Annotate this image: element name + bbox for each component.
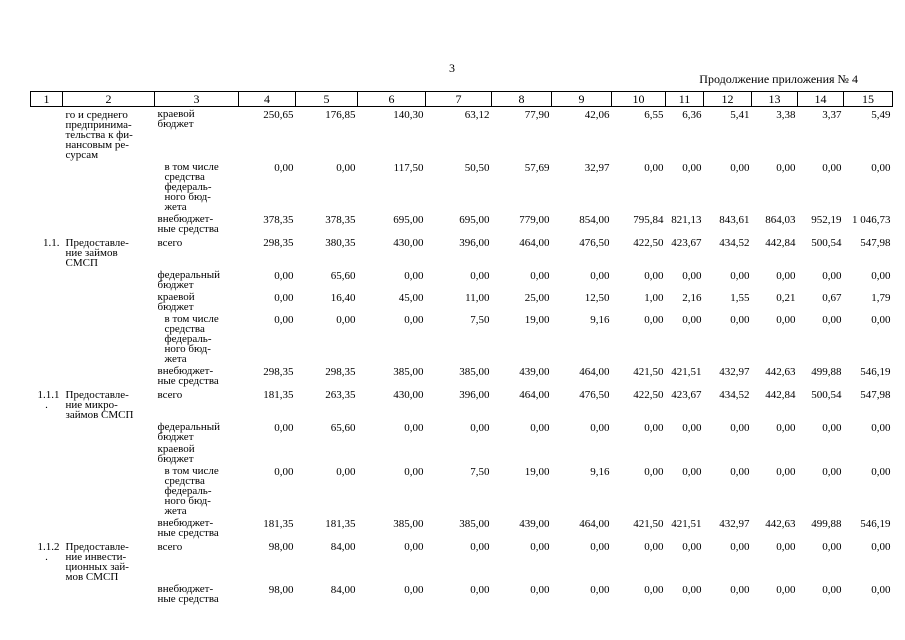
value-cell: 476,50 <box>579 389 610 401</box>
value-cell: 396,00 <box>459 389 490 401</box>
value-cell: 98,00 <box>268 541 294 553</box>
value-cell: 25,00 <box>524 292 550 304</box>
table-row <box>31 420 893 442</box>
value-cell <box>844 442 893 464</box>
value-cell: 250,65 <box>263 109 294 121</box>
value-cell: 0,00 <box>530 270 550 282</box>
column-header: 6 <box>358 92 426 107</box>
value-cell: 0,00 <box>776 314 796 326</box>
value-cell: 298,35 <box>325 366 356 378</box>
value-cell: 0,00 <box>682 162 702 174</box>
value-cell: 423,67 <box>671 389 702 401</box>
table-row <box>31 290 893 312</box>
measure-name <box>63 312 155 364</box>
measure-name <box>63 160 155 212</box>
funding-source: в том числе средства федераль- ного бюд- жета <box>164 313 219 365</box>
value-cell: 0,00 <box>644 162 664 174</box>
value-cell: 0,21 <box>776 292 796 304</box>
value-cell: 0,00 <box>730 541 750 553</box>
value-cell: 952,19 <box>811 214 842 226</box>
value-cell: 263,35 <box>325 389 356 401</box>
value-cell: 0,00 <box>776 422 796 434</box>
value-cell: 3,38 <box>776 109 796 121</box>
value-cell: 0,00 <box>822 541 842 553</box>
value-cell: 0,00 <box>404 422 424 434</box>
row-code <box>31 312 63 364</box>
row-code <box>31 268 63 290</box>
value-cell: 1,55 <box>730 292 750 304</box>
budget-table <box>30 91 893 604</box>
value-cell: 432,97 <box>719 518 750 530</box>
value-cell <box>752 442 798 464</box>
row-code <box>31 364 63 386</box>
value-cell: 421,50 <box>633 366 664 378</box>
row-code <box>31 160 63 212</box>
column-header: 10 <box>612 92 666 107</box>
value-cell: 0,00 <box>404 466 424 478</box>
value-cell: 0,00 <box>644 541 664 553</box>
value-cell: 442,63 <box>765 518 796 530</box>
column-header: 2 <box>63 92 155 107</box>
value-cell: 0,00 <box>470 584 490 596</box>
funding-source: в том числе средства федераль- ного бюд- жета <box>164 465 219 517</box>
value-cell: 396,00 <box>459 237 490 249</box>
value-cell: 0,00 <box>644 584 664 596</box>
table-row <box>31 538 893 582</box>
value-cell: 0,67 <box>822 292 842 304</box>
value-cell <box>666 442 704 464</box>
measure-name <box>63 516 155 538</box>
row-code <box>31 516 63 538</box>
value-cell <box>552 442 612 464</box>
value-cell: 476,50 <box>579 237 610 249</box>
value-cell: 795,84 <box>633 214 664 226</box>
value-cell: 380,35 <box>325 237 356 249</box>
value-cell: 695,00 <box>459 214 490 226</box>
value-cell: 442,63 <box>765 366 796 378</box>
value-cell: 378,35 <box>263 214 294 226</box>
measure-name <box>63 464 155 516</box>
value-cell: 0,00 <box>871 314 891 326</box>
value-cell: 0,00 <box>730 584 750 596</box>
value-cell: 181,35 <box>263 389 294 401</box>
table-row <box>31 364 893 386</box>
value-cell: 0,00 <box>682 584 702 596</box>
value-cell: 84,00 <box>330 541 356 553</box>
value-cell: 0,00 <box>404 541 424 553</box>
value-cell: 0,00 <box>470 270 490 282</box>
value-cell: 298,35 <box>263 237 294 249</box>
value-cell: 176,85 <box>325 109 356 121</box>
funding-source: в том числе средства федераль- ного бюд- жета <box>164 161 219 213</box>
value-cell: 0,00 <box>336 314 356 326</box>
table-row <box>31 516 893 538</box>
value-cell: 0,00 <box>644 422 664 434</box>
value-cell: 0,00 <box>871 584 891 596</box>
value-cell: 77,90 <box>524 109 550 121</box>
value-cell: 464,00 <box>519 237 550 249</box>
value-cell: 0,00 <box>776 270 796 282</box>
value-cell: 63,12 <box>464 109 490 121</box>
value-cell: 6,55 <box>644 109 664 121</box>
value-cell: 0,00 <box>822 314 842 326</box>
value-cell: 0,00 <box>274 270 294 282</box>
value-cell: 0,00 <box>590 584 610 596</box>
value-cell: 0,00 <box>274 314 294 326</box>
measure-name <box>63 212 155 234</box>
value-cell <box>704 442 752 464</box>
table-row <box>31 582 893 604</box>
value-cell: 434,52 <box>719 389 750 401</box>
funding-source: внебюджет- ные средства <box>157 517 219 539</box>
value-cell: 0,00 <box>336 466 356 478</box>
value-cell: 464,00 <box>579 518 610 530</box>
value-cell: 546,19 <box>860 518 891 530</box>
value-cell: 0,00 <box>644 466 664 478</box>
value-cell: 442,84 <box>765 237 796 249</box>
value-cell <box>798 442 844 464</box>
value-cell: 0,00 <box>590 541 610 553</box>
value-cell: 843,61 <box>719 214 750 226</box>
value-cell: 385,00 <box>393 518 424 530</box>
measure-name <box>63 420 155 442</box>
value-cell: 117,50 <box>393 162 424 174</box>
value-cell: 422,50 <box>633 389 664 401</box>
funding-source: всего <box>157 541 183 553</box>
table-row <box>31 234 893 268</box>
value-cell: 422,50 <box>633 237 664 249</box>
value-cell: 0,00 <box>776 162 796 174</box>
row-code: 1.1.2 . <box>37 541 60 563</box>
value-cell: 0,00 <box>530 422 550 434</box>
page-number: 3 <box>449 61 455 75</box>
continuation-title: Продолжение приложения № 4 <box>699 72 858 86</box>
measure-name <box>63 442 155 464</box>
value-cell: 500,54 <box>811 389 842 401</box>
value-cell: 0,00 <box>274 162 294 174</box>
row-code: 1.1.1 . <box>37 389 60 411</box>
value-cell: 0,00 <box>871 162 891 174</box>
value-cell: 6,36 <box>682 109 702 121</box>
value-cell: 385,00 <box>459 366 490 378</box>
value-cell: 9,16 <box>590 314 610 326</box>
value-cell: 0,00 <box>730 422 750 434</box>
funding-source: внебюджет- ные средства <box>157 583 219 605</box>
value-cell: 7,50 <box>470 466 490 478</box>
value-cell: 0,00 <box>776 584 796 596</box>
value-cell: 140,30 <box>393 109 424 121</box>
value-cell: 464,00 <box>519 389 550 401</box>
table-row <box>31 464 893 516</box>
value-cell: 0,00 <box>274 466 294 478</box>
value-cell: 0,00 <box>274 422 294 434</box>
funding-source: всего <box>157 237 183 249</box>
value-cell <box>296 442 358 464</box>
measure-name: го и среднего предпринима- тельства к фи- нансовым ре- сурсам <box>65 109 133 161</box>
row-code <box>31 290 63 312</box>
value-cell <box>239 442 296 464</box>
funding-source: внебюджет- ные средства <box>157 213 219 235</box>
measure-name <box>63 582 155 604</box>
value-cell: 421,50 <box>633 518 664 530</box>
value-cell: 439,00 <box>519 366 550 378</box>
value-cell: 9,16 <box>590 466 610 478</box>
value-cell: 0,00 <box>644 270 664 282</box>
value-cell: 32,97 <box>584 162 610 174</box>
value-cell: 0,00 <box>822 270 842 282</box>
column-header: 7 <box>426 92 492 107</box>
value-cell: 2,16 <box>682 292 702 304</box>
value-cell <box>492 442 552 464</box>
table-row <box>31 442 893 464</box>
value-cell: 546,19 <box>860 366 891 378</box>
value-cell: 432,97 <box>719 366 750 378</box>
value-cell: 0,00 <box>871 270 891 282</box>
row-code <box>31 212 63 234</box>
value-cell: 7,50 <box>470 314 490 326</box>
measure-name <box>63 364 155 386</box>
value-cell: 0,00 <box>530 584 550 596</box>
table-row <box>31 386 893 420</box>
value-cell: 864,03 <box>765 214 796 226</box>
value-cell: 0,00 <box>776 541 796 553</box>
row-code <box>31 464 63 516</box>
value-cell: 547,98 <box>860 237 891 249</box>
value-cell: 0,00 <box>682 466 702 478</box>
value-cell: 442,84 <box>765 389 796 401</box>
value-cell: 434,52 <box>719 237 750 249</box>
value-cell <box>612 442 666 464</box>
value-cell: 0,00 <box>682 422 702 434</box>
value-cell: 464,00 <box>579 366 610 378</box>
row-code: 1.1. <box>43 237 60 249</box>
value-cell: 298,35 <box>263 366 294 378</box>
value-cell: 0,00 <box>682 541 702 553</box>
value-cell: 65,60 <box>330 422 356 434</box>
value-cell: 421,51 <box>671 366 702 378</box>
value-cell: 0,00 <box>590 270 610 282</box>
value-cell: 0,00 <box>871 541 891 553</box>
column-header: 13 <box>752 92 798 107</box>
value-cell: 0,00 <box>682 314 702 326</box>
value-cell: 0,00 <box>730 314 750 326</box>
value-cell: 1,00 <box>644 292 664 304</box>
table-body <box>31 107 893 605</box>
value-cell: 19,00 <box>524 466 550 478</box>
value-cell: 0,00 <box>404 584 424 596</box>
measure-name: Предоставле- ние микро- займов СМСП <box>65 389 134 421</box>
column-header: 15 <box>844 92 893 107</box>
measure-name: Предоставле- ние займов СМСП <box>65 237 129 269</box>
value-cell: 50,50 <box>464 162 490 174</box>
value-cell: 499,88 <box>811 518 842 530</box>
value-cell: 423,67 <box>671 237 702 249</box>
value-cell: 439,00 <box>519 518 550 530</box>
value-cell: 0,00 <box>590 422 610 434</box>
value-cell: 84,00 <box>330 584 356 596</box>
value-cell: 0,00 <box>336 162 356 174</box>
value-cell: 0,00 <box>871 422 891 434</box>
column-header: 3 <box>155 92 239 107</box>
value-cell: 0,00 <box>730 466 750 478</box>
value-cell: 0,00 <box>274 292 294 304</box>
value-cell: 430,00 <box>393 237 424 249</box>
measure-name <box>63 268 155 290</box>
value-cell: 695,00 <box>393 214 424 226</box>
column-header: 14 <box>798 92 844 107</box>
column-header: 8 <box>492 92 552 107</box>
value-cell: 16,40 <box>330 292 356 304</box>
value-cell: 0,00 <box>871 466 891 478</box>
value-cell: 430,00 <box>393 389 424 401</box>
value-cell: 779,00 <box>519 214 550 226</box>
table-row <box>31 160 893 212</box>
value-cell: 65,60 <box>330 270 356 282</box>
value-cell: 385,00 <box>393 366 424 378</box>
value-cell: 0,00 <box>404 270 424 282</box>
value-cell: 0,00 <box>404 314 424 326</box>
funding-source: всего <box>157 389 183 401</box>
value-cell: 0,00 <box>470 422 490 434</box>
value-cell: 1 046,73 <box>852 214 891 226</box>
value-cell: 0,00 <box>822 584 842 596</box>
funding-source: краевой бюджет <box>157 443 195 465</box>
value-cell: 57,69 <box>524 162 550 174</box>
column-header: 5 <box>296 92 358 107</box>
value-cell: 5,49 <box>871 109 891 121</box>
row-code <box>31 420 63 442</box>
value-cell: 385,00 <box>459 518 490 530</box>
row-code <box>31 442 63 464</box>
row-code <box>31 107 63 161</box>
value-cell: 0,00 <box>730 162 750 174</box>
value-cell: 0,00 <box>730 270 750 282</box>
value-cell: 547,98 <box>860 389 891 401</box>
funding-source: краевой бюджет <box>157 108 195 130</box>
funding-source: федеральный бюджет <box>157 421 220 443</box>
funding-source: федеральный бюджет <box>157 269 220 291</box>
table-row <box>31 212 893 234</box>
value-cell: 0,00 <box>776 466 796 478</box>
measure-name <box>63 290 155 312</box>
funding-source: краевой бюджет <box>157 291 195 313</box>
column-header: 4 <box>239 92 296 107</box>
value-cell: 421,51 <box>671 518 702 530</box>
value-cell: 42,06 <box>584 109 610 121</box>
column-header: 11 <box>666 92 704 107</box>
value-cell: 0,00 <box>682 270 702 282</box>
value-cell: 98,00 <box>268 584 294 596</box>
value-cell: 5,41 <box>730 109 750 121</box>
value-cell <box>358 442 426 464</box>
value-cell: 181,35 <box>263 518 294 530</box>
row-code <box>31 582 63 604</box>
value-cell: 854,00 <box>579 214 610 226</box>
value-cell: 3,37 <box>822 109 842 121</box>
table-row <box>31 268 893 290</box>
value-cell: 45,00 <box>398 292 424 304</box>
value-cell: 0,00 <box>470 541 490 553</box>
value-cell: 181,35 <box>325 518 356 530</box>
column-header: 9 <box>552 92 612 107</box>
value-cell: 0,00 <box>644 314 664 326</box>
table-row <box>31 312 893 364</box>
table-row <box>31 107 893 161</box>
value-cell <box>426 442 492 464</box>
value-cell: 1,79 <box>871 292 891 304</box>
value-cell: 12,50 <box>584 292 610 304</box>
column-header: 12 <box>704 92 752 107</box>
value-cell: 0,00 <box>530 541 550 553</box>
value-cell: 500,54 <box>811 237 842 249</box>
value-cell: 0,00 <box>822 422 842 434</box>
value-cell: 19,00 <box>524 314 550 326</box>
column-header: 1 <box>31 92 63 107</box>
value-cell: 0,00 <box>822 466 842 478</box>
value-cell: 0,00 <box>822 162 842 174</box>
value-cell: 11,00 <box>465 292 490 304</box>
value-cell: 378,35 <box>325 214 356 226</box>
value-cell: 499,88 <box>811 366 842 378</box>
measure-name: Предоставле- ние инвести- ционных зай- мов СМСП <box>65 541 129 583</box>
funding-source: внебюджет- ные средства <box>157 365 219 387</box>
value-cell: 821,13 <box>671 214 702 226</box>
header-row <box>31 92 893 107</box>
